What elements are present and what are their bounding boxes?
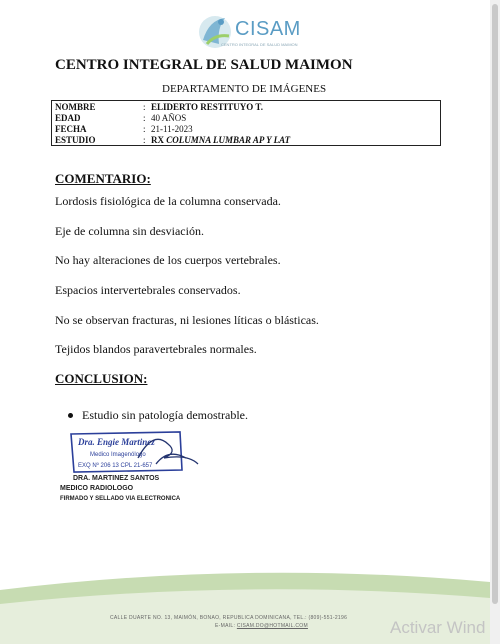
- stamp-role: Medico Imagenólogo: [90, 452, 146, 458]
- signer-role: MEDICO RADIOLOGO: [60, 485, 134, 492]
- stamp-ids: EXQ Nº 206 13 CPL 21-657: [78, 463, 153, 469]
- info-row-estudio: [55, 135, 440, 146]
- logo-subtitle: CENTRO INTEGRAL DE SALUD MAIMON: [221, 42, 298, 47]
- info-value-prefix: RX: [151, 135, 167, 145]
- info-colon: :: [143, 124, 146, 134]
- info-row-nombre: [55, 102, 440, 113]
- department-title: DEPARTAMENTO DE IMÁGENES: [162, 83, 327, 95]
- bullet-icon: [68, 413, 73, 418]
- activation-watermark: Activar Wind: [390, 618, 486, 637]
- info-label: NOMBRE: [55, 102, 96, 112]
- info-colon: :: [143, 113, 146, 123]
- conclusion-item: [68, 408, 248, 423]
- conclusion-heading: CONCLUSION:: [55, 371, 148, 386]
- signature-stamp: [68, 428, 203, 478]
- finding-item: Eje de columna sin desviación.: [55, 224, 204, 238]
- logo-wordmark: CISAM: [235, 18, 301, 40]
- info-colon: :: [143, 102, 146, 112]
- logo-emblem-icon: [195, 10, 239, 54]
- comentario-heading: COMENTARIO:: [55, 171, 151, 186]
- info-label: FECHA: [55, 124, 87, 134]
- patient-info-box: [51, 100, 441, 146]
- scrollbar-thumb[interactable]: [492, 4, 498, 604]
- signature-note: FIRMADO Y SELLADO VIA ELECTRONICA: [60, 496, 181, 502]
- finding-item: Tejidos blandos paravertebrales normales.: [55, 342, 257, 356]
- info-label: ESTUDIO: [55, 135, 96, 145]
- footer-address: CALLE DUARTE NO. 13, MAIMÓN, BONAO, REPUBLICA DOMINICANA, TEL.: (809)-551-2196: [110, 615, 348, 621]
- page-title: CENTRO INTEGRAL DE SALUD MAIMON: [55, 57, 353, 73]
- vertical-scrollbar[interactable]: [490, 0, 500, 644]
- info-value-italic: COLUMNA LUMBAR AP Y LAT: [166, 135, 291, 145]
- info-label: EDAD: [55, 113, 81, 123]
- cisam-logo: [195, 10, 305, 54]
- info-value: 21-11-2023: [151, 124, 193, 134]
- signer-name: DRA. MARTINEZ SANTOS: [73, 475, 160, 482]
- footer-email: [215, 623, 308, 629]
- info-row-edad: [55, 113, 440, 124]
- footer-email-label: E-MAIL:: [215, 623, 237, 629]
- finding-item: No se observan fracturas, ni lesiones líticas o blásticas.: [55, 313, 319, 327]
- finding-item: Lordosis fisiológica de la columna conservada.: [55, 194, 281, 208]
- finding-item: Espacios intervertebrales conservados.: [55, 283, 241, 297]
- conclusion-item-text: Estudio sin patología demostrable.: [82, 408, 248, 422]
- footer-email-link[interactable]: CISAM.DO@HOTMAIL.COM: [236, 623, 308, 629]
- info-value-wrap: [151, 102, 263, 113]
- info-colon: :: [143, 135, 146, 145]
- stamp-name: Dra. Engie Martinez: [78, 437, 155, 447]
- info-value: ELIDERTO RESTITUYO T.: [151, 102, 263, 112]
- info-value: 40 AÑOS: [151, 113, 187, 123]
- info-value-wrap: [151, 135, 290, 146]
- finding-item: No hay alteraciones de los cuerpos vertebrales.: [55, 253, 281, 267]
- info-row-fecha: [55, 124, 440, 135]
